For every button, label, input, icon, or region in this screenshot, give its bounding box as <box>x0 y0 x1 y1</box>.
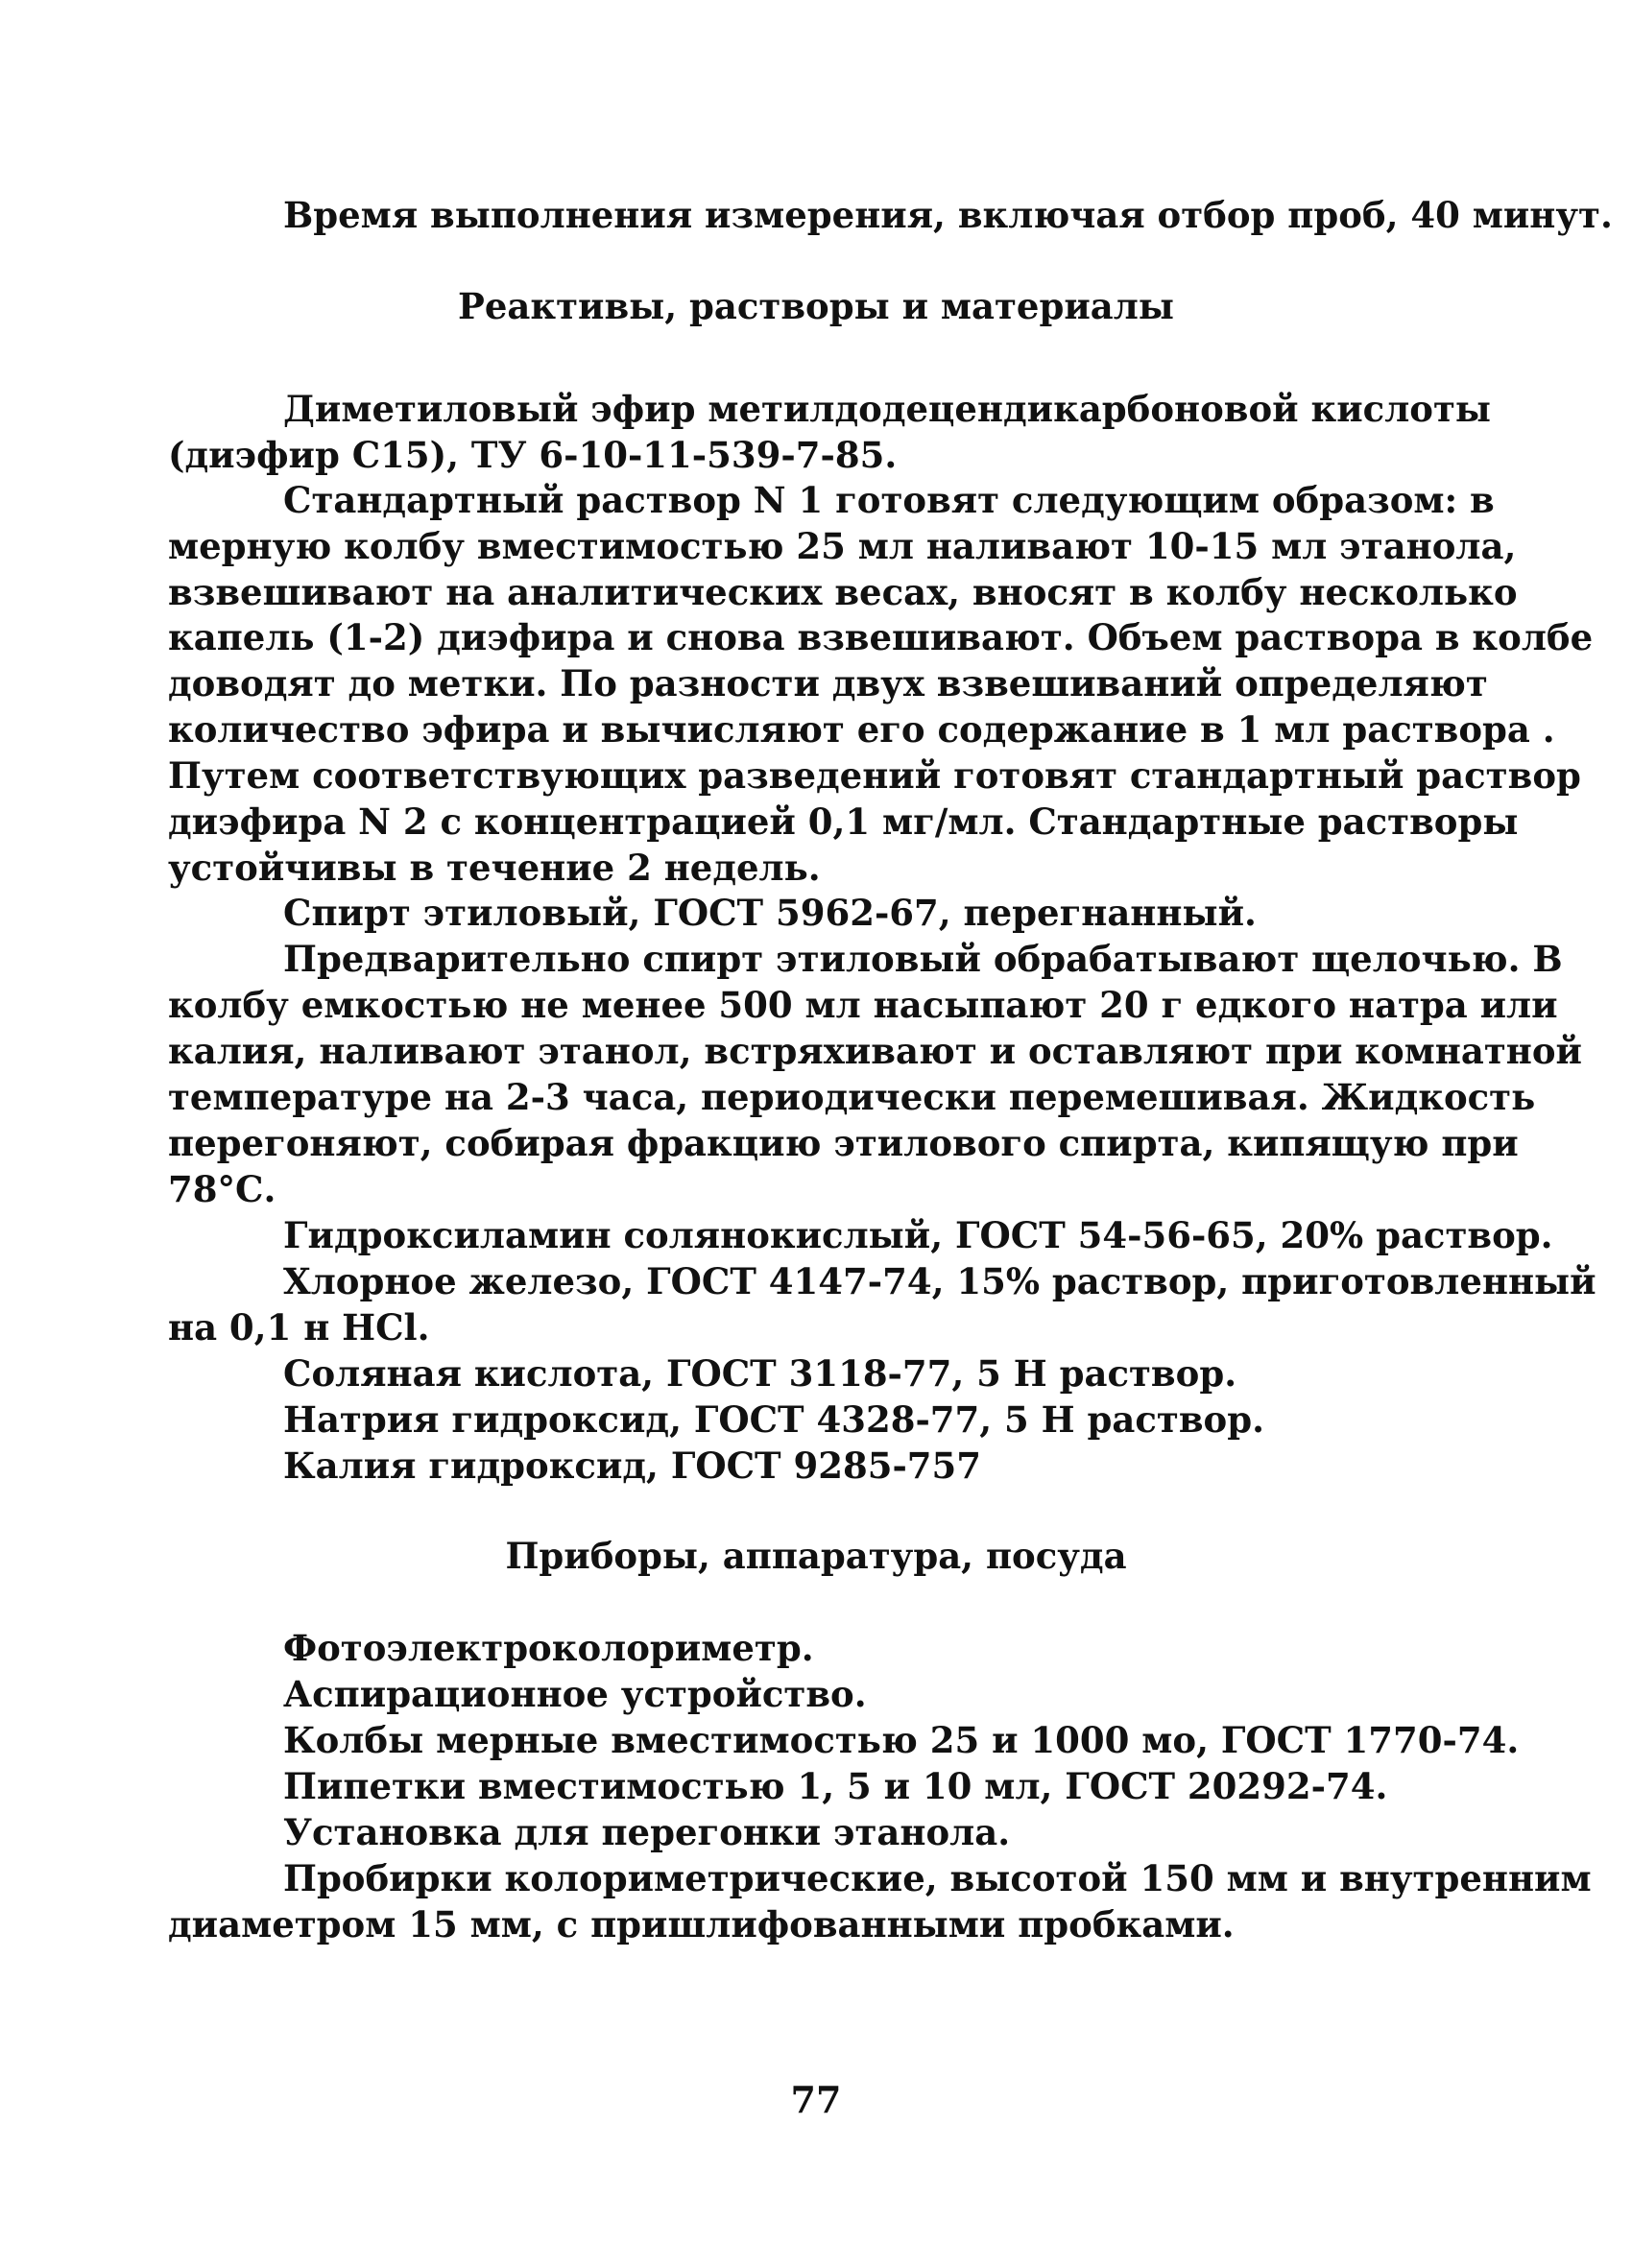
paragraph-line: Пипетки вместимостью 1, 5 и 10 мл, ГОСТ 20292-74. <box>283 1765 1388 1807</box>
paragraph-line: Аспирационное устройство. <box>283 1673 867 1715</box>
paragraph-line: калия, наливают этанол, встряхивают и оставляют при комнатной <box>168 1030 1582 1072</box>
paragraph-line: Фотоэлектроколориметр. <box>283 1627 814 1669</box>
paragraph-line: капель (1-2) диэфира и снова взвешивают. Объем раствора в колбе <box>168 616 1594 658</box>
paragraph-line: Диметиловый эфир метилдодецендикарбоновой кислоты <box>283 388 1491 430</box>
paragraph-line: температуре на 2-3 часа, периодически перемешивая. Жидкость <box>168 1076 1536 1118</box>
paragraph-line: количество эфира и вычисляют его содержание в 1 мл раствора . <box>168 708 1555 751</box>
paragraph-line: Путем соответствующих разведений готовят стандартный раствор <box>168 754 1581 797</box>
section-heading-equipment: Приборы, аппаратура, посуда <box>505 1535 1127 1577</box>
paragraph-line: Калия гидроксид, ГОСТ 9285-757 <box>283 1444 982 1487</box>
paragraph-line: Колбы мерные вместимостью 25 и 1000 мо, ГОСТ 1770-74. <box>283 1719 1520 1761</box>
paragraph-line: Предварительно спирт этиловый обрабатывают щелочью. В <box>283 938 1563 980</box>
paragraph-line: Спирт этиловый, ГОСТ 5962-67, перегнанный. <box>283 892 1257 934</box>
paragraph-line: Установка для перегонки этанола. <box>283 1811 1011 1853</box>
paragraph-line: Время выполнения измерения, включая отбор проб, 40 минут. <box>283 194 1613 236</box>
paragraph-line: (диэфир С15), ТУ 6-10-11-539-7-85. <box>168 434 898 476</box>
paragraph-line: Соляная кислота, ГОСТ 3118-77, 5 Н раствор. <box>283 1352 1237 1395</box>
paragraph-line: на 0,1 н HCl. <box>168 1306 430 1349</box>
section-heading-reagents: Реактивы, растворы и материалы <box>458 285 1174 327</box>
paragraph-line: взвешивают на аналитических весах, вносят в колбу несколько <box>168 571 1518 613</box>
paragraph-line: устойчивы в течение 2 недель. <box>168 847 821 889</box>
paragraph-line: перегоняют, собирая фракцию этилового спирта, кипящую при <box>168 1122 1519 1164</box>
paragraph-line: 78°С. <box>168 1168 276 1210</box>
paragraph-line: Хлорное железо, ГОСТ 4147-74, 15% раствор, приготовленный <box>283 1260 1596 1302</box>
paragraph-line: Натрия гидроксид, ГОСТ 4328-77, 5 Н раствор. <box>283 1398 1264 1441</box>
paragraph-line: диаметром 15 мм, с пришлифованными пробками. <box>168 1903 1235 1946</box>
paragraph-line: мерную колбу вместимостью 25 мл наливают 10-15 мл этанола, <box>168 525 1517 567</box>
paragraph-line: Пробирки колориметрические, высотой 150 мм и внутренним <box>283 1857 1592 1899</box>
paragraph-line: Гидроксиламин солянокислый, ГОСТ 54-56-65, 20% раствор. <box>283 1214 1553 1256</box>
paragraph-line: диэфира N 2 с концентрацией 0,1 мг/мл. Стандартные растворы <box>168 800 1519 843</box>
page-number: 77 <box>790 2078 842 2121</box>
paragraph-line: колбу емкостью не менее 500 мл насыпают 20 г едкого натра или <box>168 984 1558 1026</box>
paragraph-line: доводят до метки. По разности двух взвешиваний определяют <box>168 662 1488 704</box>
paragraph-line: Стандартный раствор N 1 готовят следующим образом: в <box>283 479 1495 521</box>
